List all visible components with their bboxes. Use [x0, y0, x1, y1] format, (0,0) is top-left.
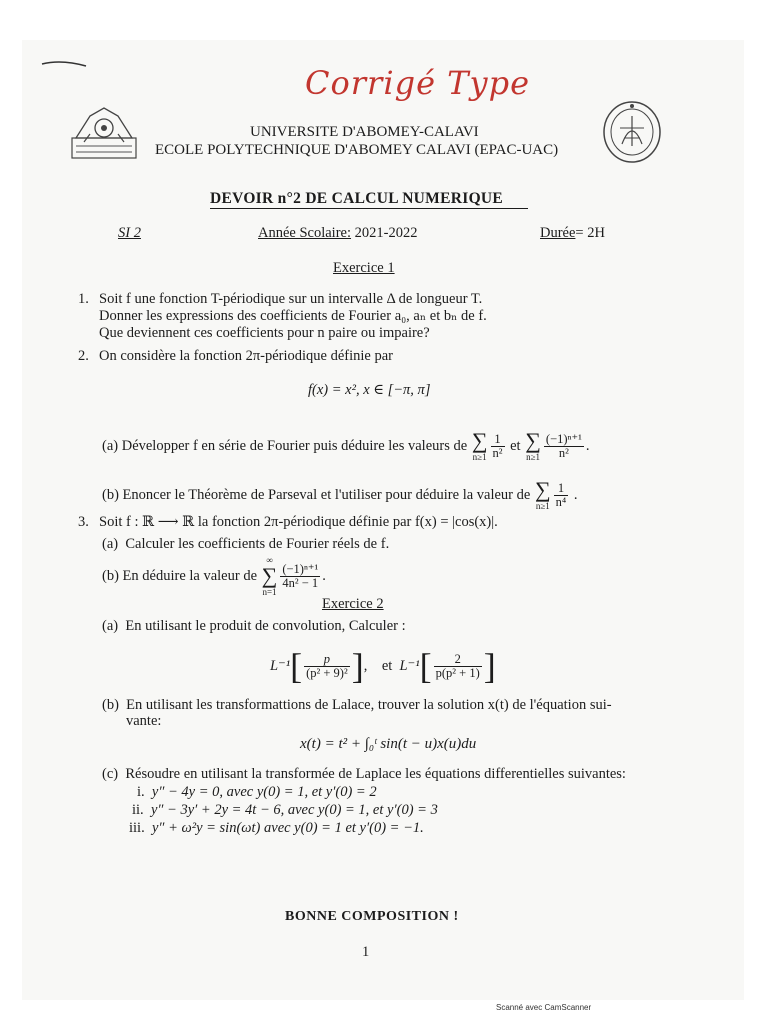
- uac-seal-icon: [600, 98, 664, 164]
- fraction-1-over-n2: [491, 433, 505, 460]
- frac-den: n²: [558, 445, 569, 460]
- q1-line3: Que deviennent ces coefficients pour n paire ou impaire?: [99, 325, 430, 341]
- q3a-text: Calculer les coefficients de Fourier réels de f.: [125, 536, 390, 552]
- frac-den: 4n² − 1: [282, 575, 319, 590]
- q3-line1: Soit f : ℝ ⟶ ℝ la fonction 2π-périodique définie par f(x) = |cos(x)|.: [99, 514, 498, 530]
- frac-den: p(p² + 1): [435, 665, 480, 680]
- school-year-label: Année Scolaire:: [258, 225, 352, 241]
- bracket-left-icon: [: [290, 646, 303, 686]
- fraction-1-over-n4: [554, 482, 569, 509]
- ode-item-text: y″ − 3y′ + 2y = 4t − 6, avec y(0) = 1, et y′(0) = 3: [150, 802, 438, 818]
- ode-item: [129, 820, 424, 837]
- handwritten-annotation: Corrigé Type: [305, 64, 531, 102]
- q2a-label: (a): [102, 437, 119, 454]
- ex2c-text: Résoudre en utilisant la transformée de Laplace les équations differentielles suivantes:: [125, 766, 626, 782]
- school-year-value: 2021-2022: [354, 225, 418, 241]
- q1-line2: Donner les expressions des coefficients de Fourier a₀, aₙ et bₙ de f.: [99, 308, 487, 324]
- q3-number: 3.: [78, 514, 89, 530]
- page-number: 1: [362, 944, 370, 960]
- sum-limit: n≥1: [535, 501, 550, 511]
- ex2c-row: [102, 766, 626, 783]
- exercise2-heading: Exercice 2: [322, 596, 384, 612]
- ode-item: [137, 784, 377, 801]
- ex2a-label: (a): [102, 618, 119, 634]
- ode-item-number: ii.: [132, 802, 144, 818]
- ode-item-number: iii.: [129, 820, 145, 836]
- sum-symbol: ∞ ∑ n=1: [261, 555, 278, 597]
- duration: [540, 225, 605, 242]
- q2a-row: (a) Développer f en série de Fourier puis déduire les valeurs de ∑ n≥1 $\frac{1}{\text{n²}}$ et ∑ n≥1 $\frac{\text{(−1)ⁿ⁺¹}}{\text{n²}}$ .: [102, 428, 590, 462]
- q2-number: 2.: [78, 348, 89, 364]
- sum-symbol: ∑ n≥1: [534, 477, 551, 511]
- epac-logo-icon: [70, 104, 138, 160]
- integral-equation: x(t) = t² + ∫₀ᵗ sin(t − u)x(u)du: [300, 736, 477, 752]
- q2-formula: f(x) = x², x ∈ [−π, π]: [308, 382, 431, 398]
- bracket-left-icon: [: [419, 646, 432, 686]
- frac-den: n⁴: [555, 494, 567, 509]
- q2a-text: Développer f en série de Fourier puis déduire les valeurs de: [121, 437, 468, 454]
- sum-limit: n≥1: [526, 452, 541, 462]
- laplace-op-2: L⁻¹: [399, 657, 420, 674]
- scanner-watermark: Scanné avec CamScanner: [496, 1003, 592, 1012]
- ex2b-label: (b): [102, 697, 119, 713]
- ode-item-text: y″ − 4y = 0, avec y(0) = 1, et y′(0) = 2: [151, 784, 377, 800]
- ode-item: [132, 802, 438, 819]
- q3b-row: (b) En déduire la valeur de ∞ ∑ n=1 $\frac{\text{(−1)ⁿ⁺¹}}{\text{4n² − 1}}$ .: [102, 555, 326, 597]
- sum-limit: n≥1: [472, 452, 487, 462]
- laplace-fraction-2: [434, 653, 482, 680]
- frac-den: (p² + 9)²: [306, 665, 348, 680]
- sum-upper-limit: ∞: [266, 555, 273, 565]
- ex2a-text: En utilisant le produit de convolution, Calculer :: [125, 618, 406, 634]
- q2a-and: et: [510, 437, 521, 454]
- school-year: [258, 225, 417, 242]
- ex2b-line1: En utilisant les transformattions de Lalace, trouver la solution x(t) de l'équation sui-: [126, 697, 612, 713]
- laplace-op-1: L⁻¹: [270, 657, 291, 674]
- duration-label: Durée: [540, 225, 576, 241]
- fraction-series-term: [280, 563, 320, 590]
- q1-number: 1.: [78, 291, 89, 307]
- sum-lower-limit: n=1: [262, 587, 277, 597]
- exam-title: DEVOIR n°2 DE CALCUL NUMERIQUE: [210, 190, 504, 207]
- duration-value: = 2H: [575, 225, 605, 241]
- q3a-row: [102, 536, 389, 553]
- ex2a-row: [102, 618, 406, 635]
- q3b-text: En déduire la valeur de: [122, 567, 258, 584]
- q1-line1: Soit f une fonction T-périodique sur un intervalle Δ de longueur T.: [99, 291, 483, 307]
- sum-symbol: ∑ n≥1: [471, 428, 488, 462]
- ex2b-row: [102, 697, 612, 714]
- bracket-right-icon: ]: [351, 646, 364, 686]
- ode-item-text: y″ + ω²y = sin(ωt) avec y(0) = 1 et y′(0) = −1.: [151, 820, 424, 836]
- laplace-inverse-row: [270, 644, 496, 688]
- q2b-row: (b) Enoncer le Théorème de Parseval et l'utiliser pour déduire la valeur de ∑ n≥1 $\frac{1}{\text{n⁴}}$ .: [102, 477, 578, 511]
- fraction-alternating-over-n2: [544, 433, 584, 460]
- frac-num: 1: [491, 433, 505, 447]
- class-label: SI 2: [118, 225, 141, 241]
- q2-line1: On considère la fonction 2π-périodique définie par: [99, 348, 393, 364]
- q2b-text: Enoncer le Théorème de Parseval et l'utiliser pour déduire la valeur de: [122, 486, 531, 503]
- frac-num: p: [304, 653, 350, 667]
- frac-num: (−1)ⁿ⁺¹: [282, 561, 319, 576]
- closing-message: BONNE COMPOSITION !: [285, 909, 459, 924]
- frac-den: n²: [492, 445, 503, 460]
- title-underline: [210, 208, 528, 209]
- bracket-right-icon: ]: [483, 646, 496, 686]
- ex2b-line2: vante:: [126, 713, 162, 729]
- laplace-separator: , et: [363, 657, 393, 674]
- frac-num: 1: [554, 482, 569, 496]
- exercise1-heading: Exercice 1: [333, 260, 395, 276]
- university-name: UNIVERSITE D'ABOMEY-CALAVI: [250, 124, 479, 140]
- sum-symbol: ∑ n≥1: [525, 428, 541, 462]
- ex2c-label: (c): [102, 766, 119, 782]
- frac-num: 2: [434, 653, 482, 667]
- frac-num: (−1)ⁿ⁺¹: [545, 431, 582, 446]
- q3a-label: (a): [102, 536, 119, 552]
- q2b-label: (b): [102, 486, 119, 503]
- laplace-fraction-1: [304, 653, 350, 680]
- q3b-label: (b): [102, 567, 119, 584]
- pen-stroke-mark: [40, 58, 90, 70]
- school-name: ECOLE POLYTECHNIQUE D'ABOMEY CALAVI (EPAC-UAC): [155, 142, 559, 158]
- ode-item-number: i.: [137, 784, 145, 800]
